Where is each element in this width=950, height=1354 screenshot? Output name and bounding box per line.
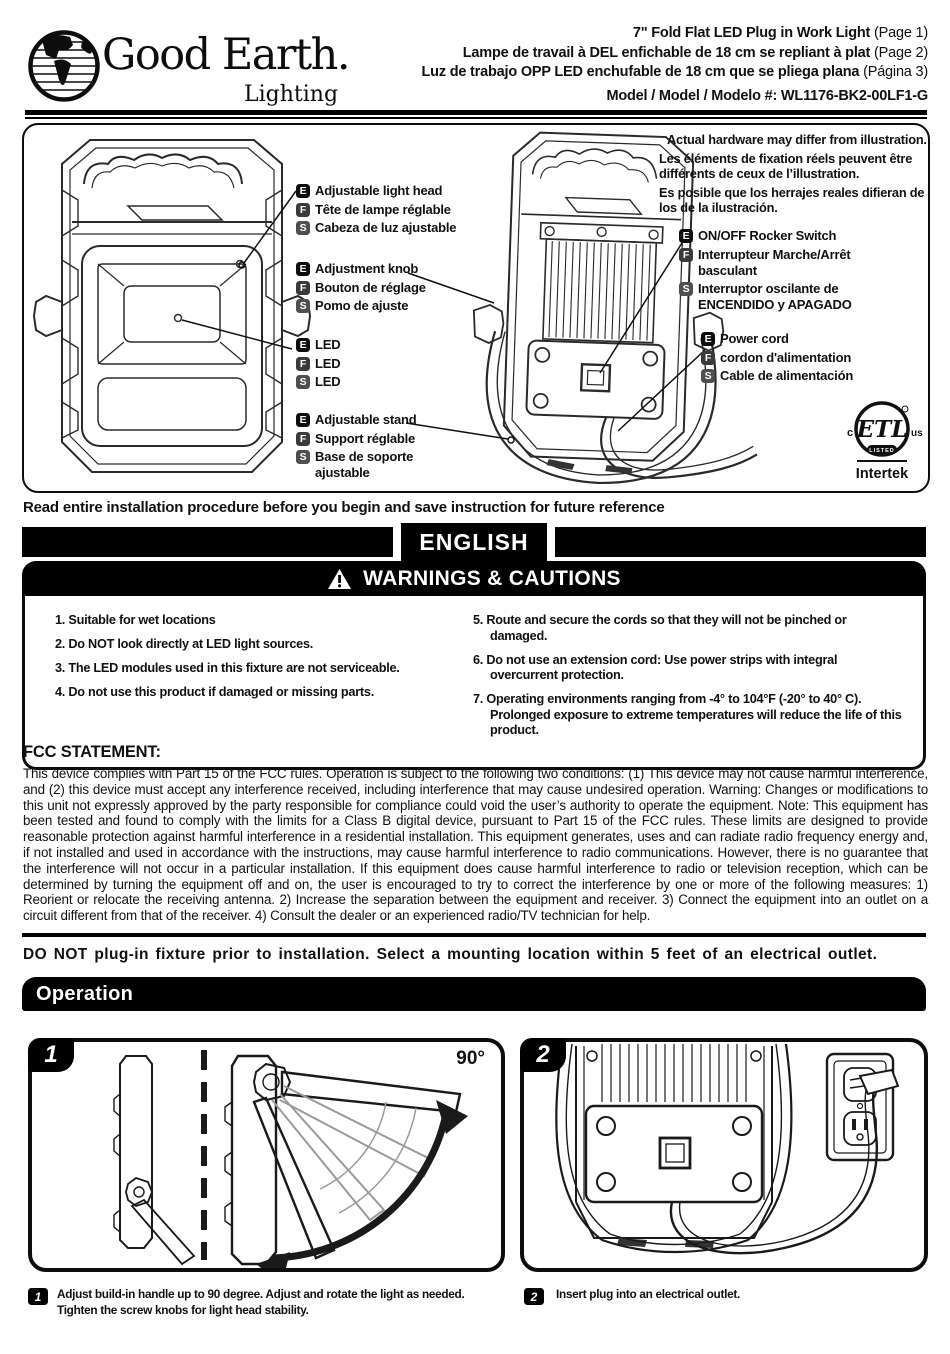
- lang-badge-en-icon: E: [679, 229, 693, 243]
- brand-name: Good Earth.: [102, 30, 350, 80]
- fcc-statement-body: This device complies with Part 15 of the FCC rules. Operation is subject to the following two conditions: (1) This device may not cause harmful interference, and (2) this device must accept any interference received, including interference that may cause undesired operation. Warning: Changes or modifications to this unit not expressly approved by the party responsible for compliance could void the user’s authority to operate the equipment. Note: This equipment has been tested and found to comply with the limits for a Class B digital device, pursuant to Part 15 of the FCC rules. These limits are designed to provide reasonable protection against harmful interference in a residential installation. This equipment generates, uses and can radiate radio frequency energy and, if not installed and used in accordance with the instructions, may cause harmful interference to radio communications. However, there is no guarantee that the interference will not occur in a particular installation. If this equipment does cause harmful interference to radio or television reception, which can be determined by turning the equipment off and on, the user is encouraged to try to correct the interference by one or more of the following measures: 1) Reorient or relocate the receiving antenna. 2) Increase the separation between the equipment and receiver. 3) Connect the equipment into an outlet on a circuit different from that of the receiver. 4) Consult the dealer or an experienced radio/TV technician for help.: [23, 766, 928, 924]
- parts-diagram-panel: [22, 123, 930, 493]
- figure-2-plug-in: [520, 1038, 928, 1272]
- etl-c-text: c: [847, 427, 854, 439]
- etl-listed-text: LISTED: [869, 448, 895, 454]
- lang-badge-en-icon: E: [296, 184, 310, 198]
- lang-badge-fr-icon: F: [296, 203, 310, 217]
- header-divider: [25, 110, 927, 119]
- etl-mark-text: ETL: [856, 416, 908, 443]
- product-titles: [422, 24, 929, 106]
- fcc-statement-title: FCC STATEMENT:: [23, 743, 161, 761]
- figure-number-badge: 1: [28, 1038, 74, 1072]
- figure-2-illustration: [524, 1042, 924, 1268]
- warnings-column-2: [473, 613, 905, 747]
- do-not-plug-in-note: DO NOT plug-in fixture prior to installation. Select a mounting location within 5 feet of an electrical outlet.: [23, 946, 878, 963]
- hardware-disclaimer: [659, 132, 927, 219]
- callout-adjustment-knob: E Adjustment knob F Bouton de réglage S Pomo de ajuste: [296, 261, 426, 317]
- warning-triangle-icon: [327, 568, 352, 590]
- step-1-caption: Adjust build-in handle up to 90 degree. Adjust and rotate the light as needed. Tighten the screw knobs for light head stability.: [57, 1287, 465, 1317]
- warning-item: 7. Operating environments ranging from -4° to 104°F (-20° to 40° C). Prolonged exposure to extreme temperatures will reduce the life of this product.: [473, 692, 902, 737]
- section-divider: [22, 933, 926, 937]
- title-en: 7" Fold Flat LED Plug in Work Light (Page 1): [632, 25, 928, 41]
- lang-badge-fr-icon: F: [296, 432, 310, 446]
- step-1-badge: 1: [28, 1288, 48, 1305]
- warning-item: 4. Do not use this product if damaged or missing parts.: [55, 685, 374, 699]
- warnings-column-1: [55, 613, 455, 747]
- lang-badge-en-icon: E: [701, 332, 715, 346]
- warning-item: 1. Suitable for wet locations: [55, 613, 216, 627]
- figure-1-illustration: [32, 1042, 501, 1268]
- warning-item: 3. The LED modules used in this fixture are not serviceable.: [55, 661, 400, 675]
- lang-badge-es-icon: S: [296, 299, 310, 313]
- warnings-header: [22, 561, 926, 596]
- brand-sub-lighting: Lighting: [244, 82, 339, 107]
- banner-bar-left: [22, 527, 393, 557]
- title-fr: Lampe de travail à DEL enfichable de 18 cm se repliant à plat (Page 2): [462, 44, 928, 61]
- language-label: ENGLISH: [401, 523, 546, 561]
- title-es: Luz de trabajo OPP LED enchufable de 18 cm que se pliega plana (Página 3): [421, 64, 928, 80]
- lang-badge-es-icon: S: [701, 369, 715, 383]
- warning-item: 6. Do not use an extension cord: Use power strips with integral overcurrent protection.: [473, 652, 838, 682]
- disclaimer-es: Es posible que los herrajes reales difieran de los de la ilustración.: [659, 185, 925, 215]
- lang-badge-fr-icon: F: [296, 357, 310, 371]
- lang-badge-es-icon: S: [296, 221, 310, 235]
- etl-us-text: us: [911, 428, 923, 439]
- warnings-section: [22, 561, 926, 770]
- step-2-badge: 2: [524, 1288, 544, 1305]
- figure-1-adjust-handle: [28, 1038, 505, 1272]
- lang-badge-es-icon: S: [296, 375, 310, 389]
- callout-power-cord: E Power cord F cordon d'alimentation S Cable de alimentación: [701, 331, 853, 387]
- disclaimer-fr: Les éléments de fixation réels peuvent être différents de ceux de l’illustration.: [659, 151, 913, 181]
- callout-adjustable-stand: E Adjustable stand F Support réglable S Base de soporte ajustable: [296, 412, 427, 484]
- lang-badge-fr-icon: F: [296, 281, 310, 295]
- callout-led: E LED F LED S LED: [296, 337, 340, 393]
- step-2-caption: Insert plug into an electrical outlet.: [556, 1287, 740, 1301]
- language-banner: [22, 523, 926, 561]
- figure-number-badge: 2: [520, 1038, 566, 1072]
- angle-90-label: 90°: [456, 1048, 485, 1069]
- operation-header: Operation: [22, 977, 926, 1011]
- lang-badge-fr-icon: F: [701, 351, 715, 365]
- warning-item: 5. Route and secure the cords so that they will not be pinched or damaged.: [473, 613, 847, 643]
- lang-badge-en-icon: E: [296, 262, 310, 276]
- callout-adjustable-light-head: E Adjustable light head F Tête de lampe réglable S Cabeza de luz ajustable: [296, 183, 456, 239]
- lang-badge-es-icon: S: [296, 450, 310, 464]
- lang-badge-es-icon: S: [679, 282, 693, 296]
- disclaimer-en: Actual hardware may differ from illustration.: [667, 132, 927, 147]
- worklight-front-illustration: [32, 130, 312, 482]
- read-instructions-note: Read entire installation procedure before you begin and save instruction for future reference: [23, 499, 665, 516]
- etl-certification-mark: [836, 399, 928, 487]
- model-number: Model / Model / Modelo #: WL1176-BK2-00LF1-G: [606, 87, 928, 104]
- intertek-label: Intertek: [855, 466, 909, 482]
- lang-badge-en-icon: E: [296, 338, 310, 352]
- warnings-title: WARNINGS & CAUTIONS: [363, 566, 621, 590]
- callout-rocker-switch: E ON/OFF Rocker Switch F Interrupteur Marche/Arrêt basculant S Interruptor oscilante de ENCENDIDO y APAGADO: [679, 228, 856, 316]
- lang-badge-en-icon: E: [296, 413, 310, 427]
- banner-bar-right: [555, 527, 926, 557]
- warning-item: 2. Do NOT look directly at LED light sources.: [55, 637, 314, 651]
- globe-logo-icon: [26, 28, 102, 104]
- lang-badge-fr-icon: F: [679, 248, 693, 262]
